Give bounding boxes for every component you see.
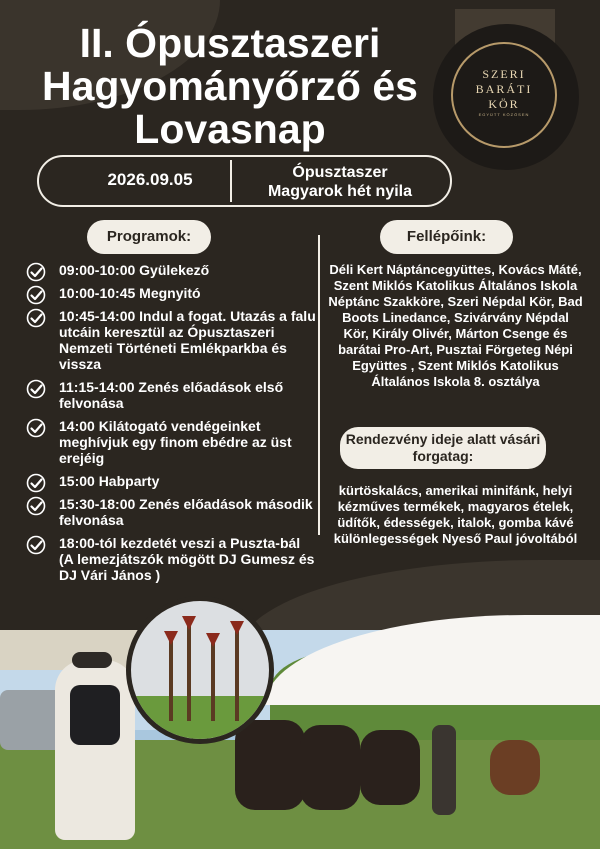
arrow-pole <box>187 626 191 721</box>
program-text: 15:30-18:00 Zenés előadások második felvonása <box>59 496 313 528</box>
logo-subtitle: EGYÜTT KÖZÖSEN <box>478 112 530 117</box>
photo-person <box>432 725 456 815</box>
check-circle-icon <box>26 285 46 305</box>
monument-photo <box>126 596 274 744</box>
place-line1: Ópusztaszer <box>292 164 388 181</box>
market-text: kürtöskalács, amerikai minifánk, helyi kézműves termékek, magyaros ételek, üdítők, édességek, italok, gomba kávé különlegességek Nyeső Paul jóvoltából <box>333 483 578 546</box>
market-heading: Rendezvény ideje alatt vásári forgatag: <box>340 427 546 469</box>
info-divider <box>230 160 232 202</box>
arrow-pole <box>235 631 239 721</box>
photo-horse <box>360 730 420 805</box>
program-list <box>26 262 316 590</box>
check-circle-icon <box>26 535 46 555</box>
check-circle-icon <box>26 496 46 516</box>
photo-man-hat <box>72 652 112 668</box>
program-text: 09:00-10:00 Gyülekező <box>59 262 210 278</box>
list-item <box>26 496 316 528</box>
check-circle-icon <box>26 262 46 282</box>
list-item <box>26 285 316 301</box>
list-item <box>26 473 316 489</box>
program-text: 10:45-14:00 Indul a fogat. Utazás a falu utcáin keresztül az Ópusztaszeri Nemzeti Történeti Emlékparkba és vissza <box>59 308 316 372</box>
photo-horse <box>490 740 540 795</box>
monument-grass <box>131 696 274 744</box>
logo-line1: SZERI <box>482 67 526 81</box>
arrow-head-icon <box>206 633 220 647</box>
event-date: 2026.09.05 <box>107 170 193 189</box>
event-place <box>240 163 440 201</box>
logo-text <box>451 67 557 112</box>
performers-heading: Fellépőink: <box>380 220 513 254</box>
check-circle-icon <box>26 379 46 399</box>
program-text: 10:00-10:45 Megnyitó <box>59 285 201 301</box>
logo-line3: KÖR <box>488 97 520 111</box>
performers-text: Déli Kert Náptáncegyüttes, Kovács Máté, Szent Miklós Katolikus Általános Iskola Néptánc Szakköre, Szeri Népdal Kör, Bad Boots Linedance, Szivárvány Népdal Kör, Király Olivér, Márton Csenge és barátai Pro-Art, Pusztai Förgeteg Népi Együttes , Szent Miklós Katolikus Általános Iskola 8. osztálya <box>328 262 583 389</box>
check-circle-icon <box>26 308 46 328</box>
list-item <box>26 262 316 278</box>
program-text: 15:00 Habparty <box>59 473 160 489</box>
arrow-head-icon <box>164 631 178 645</box>
list-item <box>26 418 316 466</box>
arrow-pole <box>211 643 215 721</box>
list-item <box>26 308 316 372</box>
place-line2: Magyarok hét nyila <box>267 183 413 200</box>
program-text: 14:00 Kilátogató vendégeinket meghívjuk egy finom ebédre az üst erejéig <box>59 418 292 466</box>
list-item <box>26 535 316 583</box>
program-text: 18:00-tól kezdetét veszi a Puszta-bál (A lemezjátszók mögött DJ Gumesz és DJ Vári János ) <box>59 535 315 583</box>
list-item <box>26 379 316 411</box>
arrow-head-icon <box>230 621 244 635</box>
page-title: II. Ópusztaszeri Hagyományőrző és Lovasnap <box>42 20 418 152</box>
program-text: 11:15-14:00 Zenés előadások első felvonása <box>59 379 284 411</box>
arrow-head-icon <box>182 616 196 630</box>
photo-horse <box>300 725 360 810</box>
photo-man-vest <box>70 685 120 745</box>
check-circle-icon <box>26 473 46 493</box>
arrow-pole <box>169 641 173 721</box>
column-divider <box>318 235 320 535</box>
logo-line2: BARÁTI <box>475 82 533 96</box>
check-circle-icon <box>26 418 46 438</box>
programs-heading: Programok: <box>87 220 211 254</box>
